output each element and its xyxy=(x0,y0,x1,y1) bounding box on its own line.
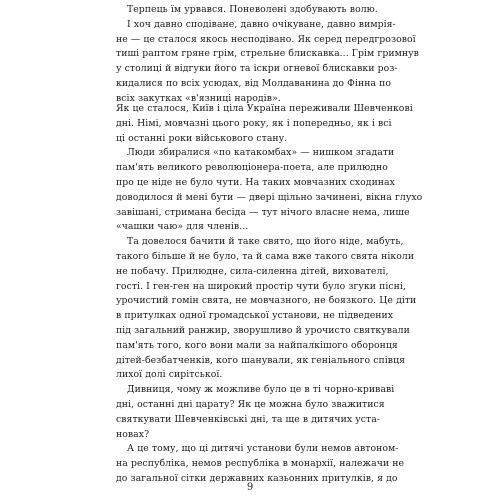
text-line: тиші раптом гряне грім, стрельне блискавка... Грім гримнув xyxy=(116,48,419,60)
text-line: новах? xyxy=(116,428,150,440)
text-line: не побачу. Прилюдне, сила-силенна дітей, вихователі, xyxy=(116,265,389,277)
text-line: в притулках одної громадської установи, не підведених xyxy=(116,310,394,322)
text-line: дітей-безбатченків, кого шанували, як геніального співця xyxy=(116,354,406,366)
text-line: Дивниця, чому ж можливе було це в ті чорно-криваві xyxy=(127,384,395,396)
page-number: 9 xyxy=(246,482,254,493)
text-line: такого більше й не було, та й сама вже такого свята ніколи xyxy=(116,250,415,262)
text-line: Терпець їм урвався. Поневолені здобувають волю. xyxy=(127,4,378,15)
text-line: на республіка, немов республіка в монархії, належачи не xyxy=(116,458,405,470)
text-line: дні, останні дні царату? Як це можна було зважитися xyxy=(116,398,385,410)
text-line: ці останні роки військового стану. xyxy=(116,132,288,144)
text-line: І хоч давно сподіване, давно очікуване, давно вимрія- xyxy=(127,18,396,30)
text-line: «чашки чаю» для членів... xyxy=(116,221,249,233)
text-section-2 xyxy=(116,102,423,487)
text-line: доводилося й мені бути — двері щільно зачинені, вікна глухо xyxy=(116,191,423,203)
text-line: у столиці й відгуки його та іскри огневої блискавки роз- xyxy=(116,63,398,75)
text-line: завішані, стримана бесіда — тут нічого власне нема, лише xyxy=(116,206,410,218)
text-line: всіх закутках «в'язниці народів». xyxy=(116,92,281,104)
text-line: про це ніде не було чути. На таких мовчазних сходинах xyxy=(116,176,395,188)
text-line: дні. Німі, мовчазні цього року, як і попередньо, як і всі xyxy=(116,117,392,129)
text-line: урочистий гомін свята, не мовчазного, не боязкого. Це діти xyxy=(116,295,417,307)
text-line: кидалися по всіх усюдах, від Молдаванина до Фінна по xyxy=(116,77,392,89)
text-line: гості. І ген-ген на широкий простір чути було згуки пісні, xyxy=(116,280,406,292)
text-line: святкувати Шевченківські дні, та ще в дитячих уста- xyxy=(116,413,380,425)
text-line: Як це сталося, Київ і ціла Україна переживали Шевченкові xyxy=(116,103,413,114)
text-line: не — це сталося якось несподівано. Як серед передгрозової xyxy=(116,33,416,45)
text-line: Люди збиралися «по катакомбах» — нишком згадати xyxy=(127,147,395,159)
text-line: Та довелося бачити й таке свято, що його ніде, мабуть, xyxy=(127,236,404,248)
text-line: лихої долі сирітської. xyxy=(116,369,223,381)
text-line: А це тому, що ці дитячі установи були немов автоном- xyxy=(127,443,399,455)
text-line: пам'ять великого революціонера-поета, але прилюдно xyxy=(116,162,388,174)
text-section-1 xyxy=(116,3,419,107)
text-line: під загальний ранжир, зворушливо й урочисто святкували xyxy=(116,324,410,336)
text-line: до загальної сітки державних казьонних притулків, я до xyxy=(116,472,398,484)
text-line: пам'ять того, кого вони мали за найпалкішого оборонця xyxy=(116,339,398,351)
